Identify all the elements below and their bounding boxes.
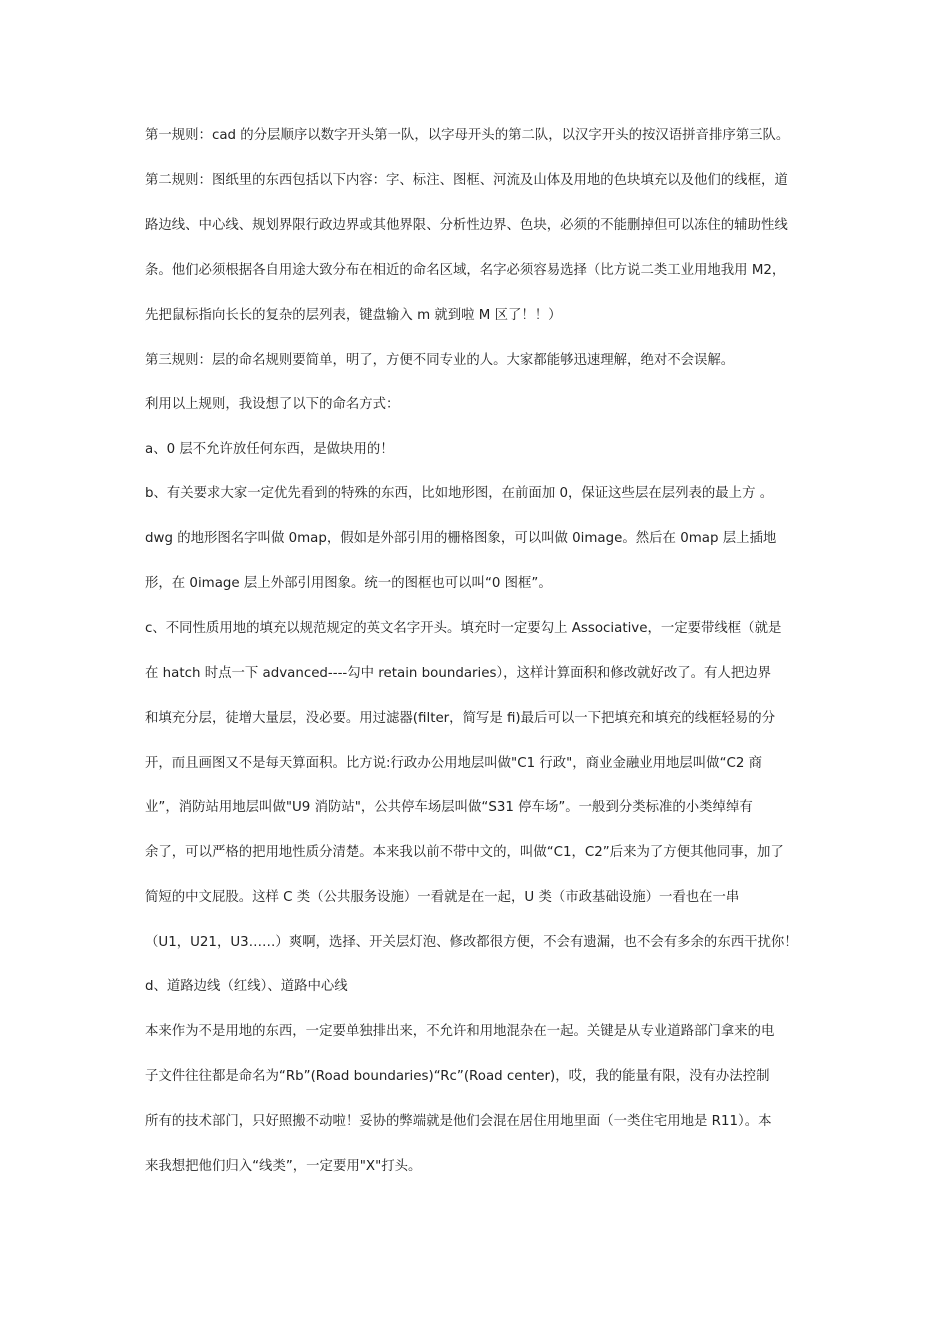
paragraph-line: 来我想把他们归入“线类”，一定要用"X"打头。 <box>145 1159 422 1174</box>
paragraph-line: a、0 层不允许放任何东西，是做块用的！ <box>145 442 394 457</box>
paragraph-line: dwg 的地形图名字叫做 0map，假如是外部引用的栅格图象，可以叫做 0image。然后在 0map 层上插地 <box>145 531 777 546</box>
paragraph-line: 子文件往往都是命名为“Rb”(Road boundaries)“Rc”(Road center)，哎，我的能量有限，没有办法控制 <box>145 1069 770 1084</box>
paragraph-line: 第二规则：图纸里的东西包括以下内容：字、标注、图框、河流及山体及用地的色块填充以及他们的线框，道 <box>145 173 788 188</box>
paragraph-line: d、道路边线（红线）、道路中心线 <box>145 979 348 994</box>
paragraph-line: （U1，U21，U3……）爽啊，选择、开关层灯泡、修改都很方便，不会有遗漏，也不会有多余的东西干扰你！ <box>145 935 798 950</box>
paragraph-line: 本来作为不是用地的东西，一定要单独排出来，不允许和用地混杂在一起。关键是从专业道路部门拿来的电 <box>145 1024 775 1039</box>
paragraph-line: c、不同性质用地的填充以规范规定的英文名字开头。填充时一定要勾上 Associative，一定要带线框（就是 <box>145 621 782 636</box>
paragraph-line: 路边线、中心线、规划界限行政边界或其他界限、分析性边界、色块，必须的不能删掉但可以冻住的辅助性线 <box>145 218 788 233</box>
paragraph-line: 利用以上规则，我设想了以下的命名方式： <box>145 397 400 412</box>
paragraph-line: 开，而且画图又不是每天算面积。比方说:行政办公用地层叫做"C1 行政"，商业金融业用地层叫做“C2 商 <box>145 756 763 771</box>
paragraph-line: 形，在 0image 层上外部引用图象。统一的图框也可以叫“0 图框”。 <box>145 576 552 591</box>
paragraph-line: 第一规则：cad 的分层顺序以数字开头第一队，以字母开头的第二队，以汉字开头的按汉语拼音排序第三队。 <box>145 128 790 143</box>
paragraph-line: 条。他们必须根据各自用途大致分布在相近的命名区域，名字必须容易选择（比方说二类工业用地我用 M2， <box>145 263 786 278</box>
paragraph-line: b、有关要求大家一定优先看到的特殊的东西，比如地形图，在前面加 0，保证这些层在层列表的最上方 。 <box>145 486 774 501</box>
paragraph-line: 先把鼠标指向长长的复杂的层列表，键盘输入 m 就到啦 M 区了！！） <box>145 308 562 323</box>
paragraph-line: 所有的技术部门，只好照搬不动啦！妥协的弊端就是他们会混在居住用地里面（一类住宅用地是 R11）。本 <box>145 1114 772 1129</box>
paragraph-line: 简短的中文屁股。这样 C 类（公共服务设施）一看就是在一起，U 类（市政基础设施）一看也在一串 <box>145 890 740 905</box>
paragraph-line: 第三规则：层的命名规则要简单，明了，方便不同专业的人。大家都能够迅速理解，绝对不会误解。 <box>145 353 735 368</box>
paragraph-line: 和填充分层，徒增大量层，没必要。用过滤器(filter，简写是 fi)最后可以一下把填充和填充的线框轻易的分 <box>145 711 776 726</box>
paragraph-line: 业”，消防站用地层叫做"U9 消防站"，公共停车场层叫做“S31 停车场”。一般到分类标准的小类绰绰有 <box>145 800 753 815</box>
paragraph-line: 余了，可以严格的把用地性质分清楚。本来我以前不带中文的，叫做“C1，C2”后来为了方便其他同事，加了 <box>145 845 784 860</box>
paragraph-line: 在 hatch 时点一下 advanced----勾中 retain boundaries），这样计算面积和修改就好改了。有人把边界 <box>145 666 771 681</box>
